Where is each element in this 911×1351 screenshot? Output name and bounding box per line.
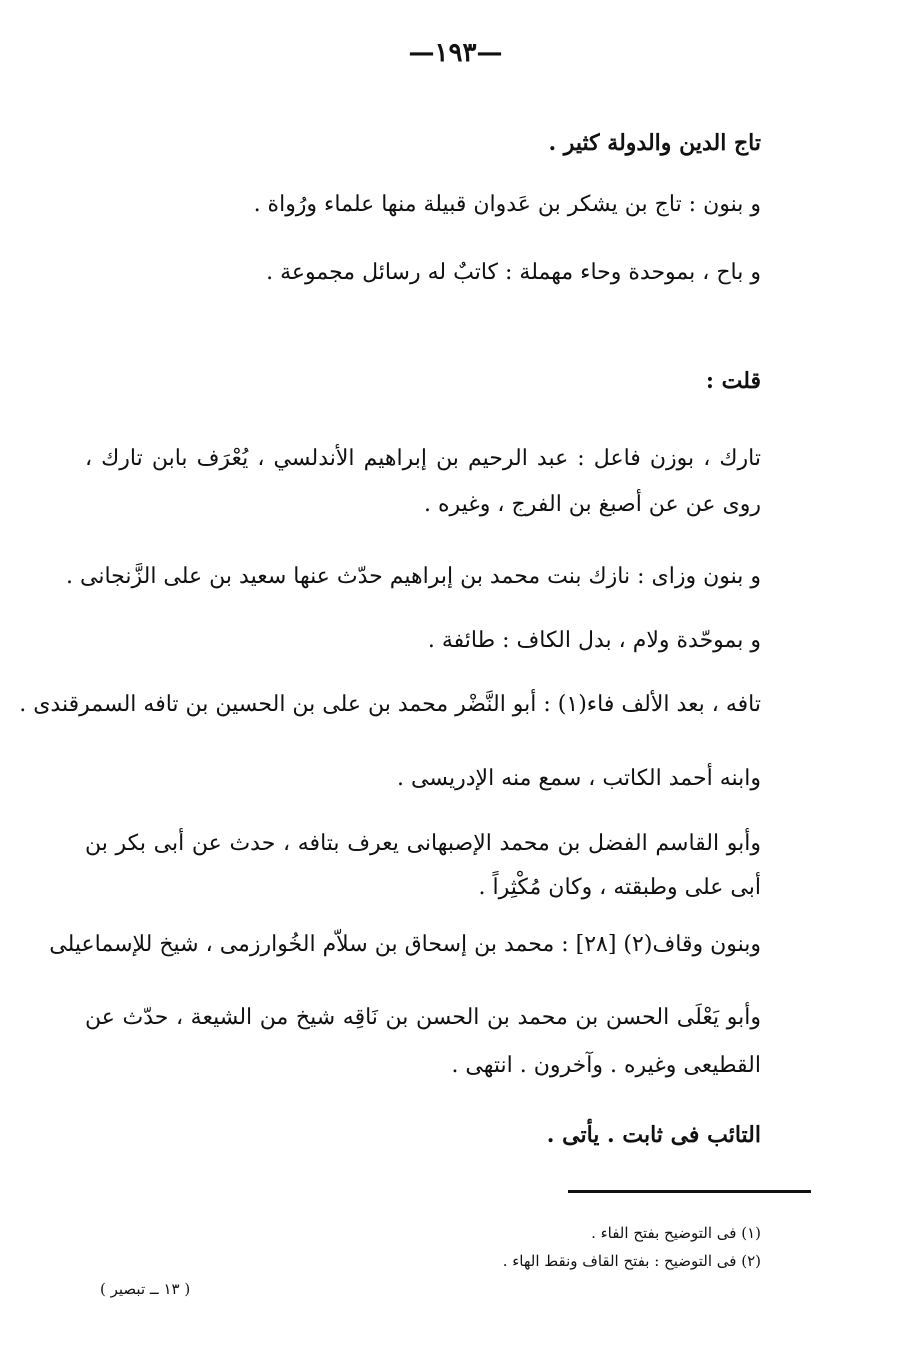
text-line-2: و بنون : تاج بن يشكر بن عَدوان قبيلة منها علماء ورُواة . [253,192,761,217]
footnote-divider [568,1190,811,1193]
text-line-1: تاج الدين والدولة كثير . [548,130,761,156]
text-line-7: و بموحّدة ولام ، بدل الكاف : طائفة . [427,628,761,653]
text-line-6: و بنون وزاى : نازك بنت محمد بن إبراهيم حدّث عنها سعيد بن على الزَّنجانى . [66,564,761,589]
text-line-8: تافه ، بعد الألف فاء(١) : أبو النَّضْر محمد بن على بن الحسين بن تافه السمرقندى . [19,692,761,717]
text-line-5: تارك ، بوزن فاعل : عبد الرحيم بن إبراهيم الأندلسي ، يُعْرَف بابن تارك ، روى عن عن أصبغ بن الفرج ، وغيره . [85,446,761,517]
text-line-12: وأبو يَعْلَى الحسن بن محمد بن الحسن بن نَاقِه شيخ من الشيعة ، حدّث عن القطيعى وغيره . وآخرون . انتهى . [85,1005,761,1078]
text-line-10: وأبو القاسم الفضل بن محمد الإصبهانى يعرف بتافه ، حدث عن أبى بكر بن أبى على وطبقته ، وكان مُكْثِراً . [85,831,761,900]
text-line-11: وبنون وقاف(٢) [٢٨] : محمد بن إسحاق بن سلاّم الخُوارزمى ، شيخ للإسماعيلى [49,932,761,957]
footnote-2: (٢) فى التوضيح : بفتح القاف ونقط الهاء . [502,1252,761,1270]
page-number: —١٩٣— [408,38,503,68]
signature-mark: ( ١٣ ــ تبصير ) [100,1280,191,1298]
text-line-3: و باح ، بموحدة وحاء مهملة : كاتبٌ له رسائل مجموعة . [266,260,761,285]
text-line-13: التائب فى ثابت . يأتى . [546,1122,761,1148]
section-heading: قلت : [705,368,761,394]
text-line-9: وابنه أحمد الكاتب ، سمع منه الإدريسى . [397,766,761,791]
footnote-1: (١) فى التوضيح بفتح الفاء . [591,1224,761,1242]
